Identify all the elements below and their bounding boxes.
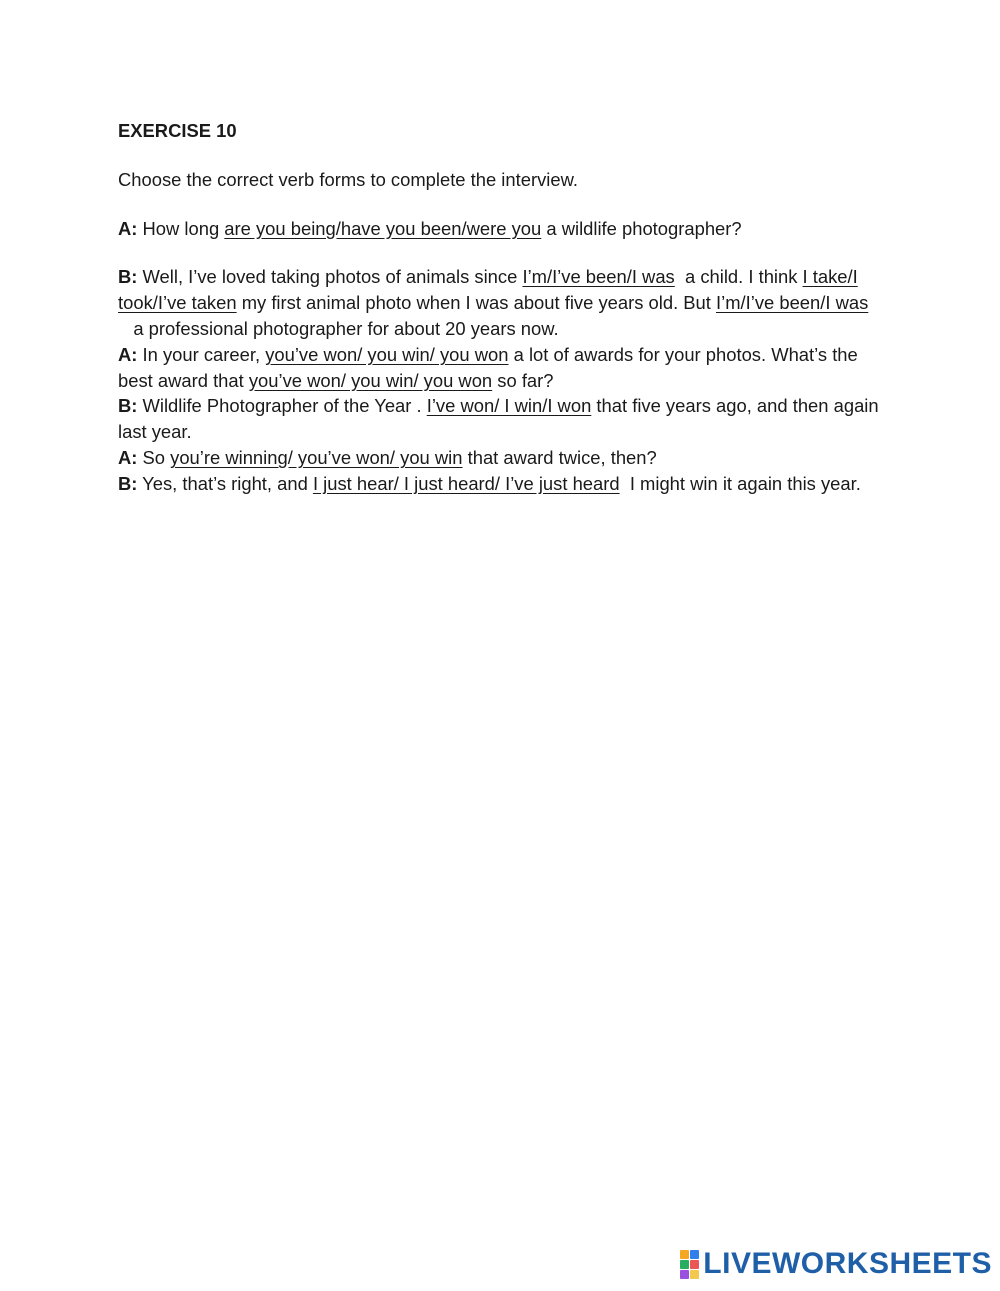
exercise-instruction: Choose the correct verb forms to complete the interview. [118, 168, 578, 190]
dialogue-line-5 [118, 445, 888, 471]
logo-text: LIVEWORKSHEETS [703, 1247, 992, 1280]
dialogue-text: so far? [492, 369, 554, 391]
dialogue-line-1 [118, 216, 888, 242]
speaker-label: A: [118, 343, 138, 365]
speaker-label: B: [118, 472, 138, 494]
dialogue-text: Yes, that’s right, and [137, 472, 313, 494]
dialogue-text: I might win it again this year. [619, 472, 861, 494]
answer-choice[interactable]: I just hear/ I just heard/ I’ve just heard [312, 472, 620, 494]
speaker-label: A: [118, 446, 138, 468]
dialogue-text: my first animal photo when I was about five years old. But [236, 292, 716, 314]
dialogue-line-4 [118, 393, 888, 445]
dialogue-text: Well, I’ve loved taking photos of animals since [137, 266, 523, 288]
answer-choice[interactable]: are you being/have you been/were you [224, 217, 542, 239]
dialogue-line-6 [118, 471, 888, 497]
dialogue-text: that award twice, then? [462, 446, 657, 468]
answer-choice[interactable]: I’m/I’ve been/I was [716, 292, 869, 314]
dialogue-line-3 [118, 342, 888, 394]
speaker-label: A: [118, 217, 138, 239]
answer-choice[interactable]: I’m/I’ve been/I was [522, 266, 675, 288]
dialogue-line-2 [118, 264, 888, 341]
answer-choice[interactable]: you’ve won/ you win/ you won [248, 369, 493, 391]
dialogue-text: In your career, [137, 343, 266, 365]
logo-blocks-icon [680, 1250, 699, 1279]
worksheet-page [118, 118, 888, 497]
dialogue-text: So [137, 446, 171, 468]
answer-choice[interactable]: you’ve won/ you win/ you won [265, 343, 509, 365]
speaker-label: B: [118, 395, 138, 417]
answer-choice[interactable]: I’ve won/ I win/I won [426, 395, 592, 417]
answer-choice[interactable]: you’re winning/ you’ve won/ you win [170, 446, 463, 468]
speaker-label: B: [118, 266, 138, 288]
answer-choice[interactable]: I take/I took/I’ve taken [118, 266, 858, 314]
dialogue-text: How long [137, 217, 225, 239]
liveworksheets-logo[interactable] [680, 1247, 992, 1281]
dialogue-text: a lot of awards for your photos. What’s the best award that [118, 343, 858, 391]
dialogue-text: that five years ago, and then again last year. [118, 395, 879, 443]
dialogue-text: Wildlife Photographer of the Year . [137, 395, 427, 417]
dialogue-text: a child. I think [674, 266, 803, 288]
dialogue-text: a professional photographer for about 20 years now. [118, 317, 559, 339]
dialogue-text: a wildlife photographer? [541, 217, 742, 239]
exercise-title: EXERCISE 10 [118, 120, 237, 141]
